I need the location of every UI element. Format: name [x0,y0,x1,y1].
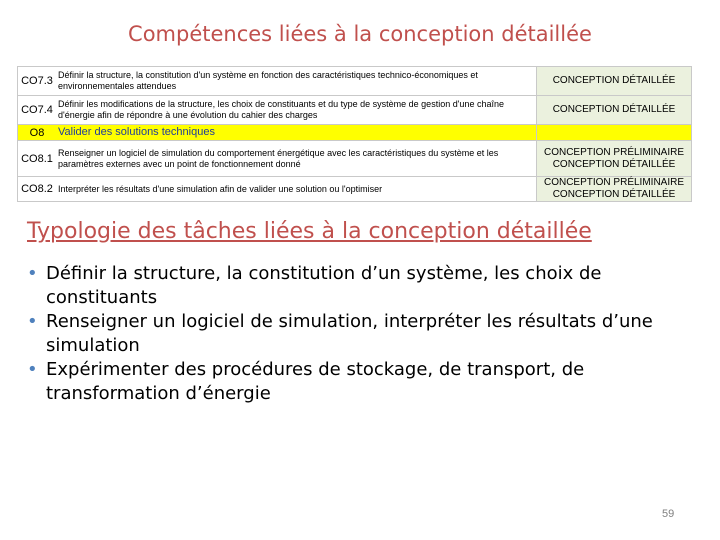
competence-description: Définir la structure, la constitution d'un système en fonction des caractéristiques technico-économiques et environnementales attendues [56,67,537,96]
bullet-icon: • [27,311,38,332]
phase-label: CONCEPTION PRÉLIMINAIRE [543,146,685,158]
list-item-text: Expérimenter des procédures de stockage, de transport, de transformation d’énergie [46,359,585,404]
competence-code: CO7.4 [18,96,57,125]
phase-cell [537,96,692,125]
phase-label: CONCEPTION DÉTAILLÉE [552,158,676,170]
list-item-text: Définir la structure, la constitution d’un système, les choix de constituants [46,263,602,308]
phase-label: CONCEPTION DÉTAILLÉE [552,104,676,115]
competence-code: CO8.2 [18,177,57,202]
competence-code: CO7.3 [18,67,57,96]
table-row [18,67,692,96]
list-item [27,358,687,406]
list-item [27,262,687,310]
phase-cell [537,141,692,177]
task-list [27,262,687,406]
table-row [18,141,692,177]
phase-cell [537,177,692,202]
bullet-icon: • [27,263,38,284]
page-number: 59 [662,508,675,520]
table-row [18,96,692,125]
competence-code: CO8.1 [18,141,57,177]
phase-cell [537,125,692,141]
competences-table [17,66,692,202]
table-row [18,177,692,202]
slide-title: Compétences liées à la conception détaillée [128,22,592,46]
competence-description: Définir les modifications de la structure, les choix de constituants et du type de système de gestion d'une chaîne d'énergie afin de répondre à une évolution du cahier des charges [56,96,537,125]
phase-cell [537,67,692,96]
phase-label: CONCEPTION DÉTAILLÉE [552,189,676,200]
bullet-icon: • [27,359,38,380]
competence-description: Renseigner un logiciel de simulation du comportement énergétique avec les caractéristiques du système et les paramètres externes avec un point de fonctionnement donné [56,141,537,177]
phase-label: CONCEPTION PRÉLIMINAIRE [543,177,685,188]
list-item [27,310,687,358]
phase-label: CONCEPTION DÉTAILLÉE [552,75,676,86]
competence-description: Interpréter les résultats d'une simulation afin de valider une solution ou l'optimiser [56,177,537,202]
objective-code: O8 [18,125,57,141]
table-row-highlight [18,125,692,141]
list-item-text: Renseigner un logiciel de simulation, interpréter les résultats d’une simulation [46,311,653,356]
objective-description: Valider des solutions techniques [56,125,537,141]
section-subtitle: Typologie des tâches liées à la conception détaillée [27,219,592,244]
